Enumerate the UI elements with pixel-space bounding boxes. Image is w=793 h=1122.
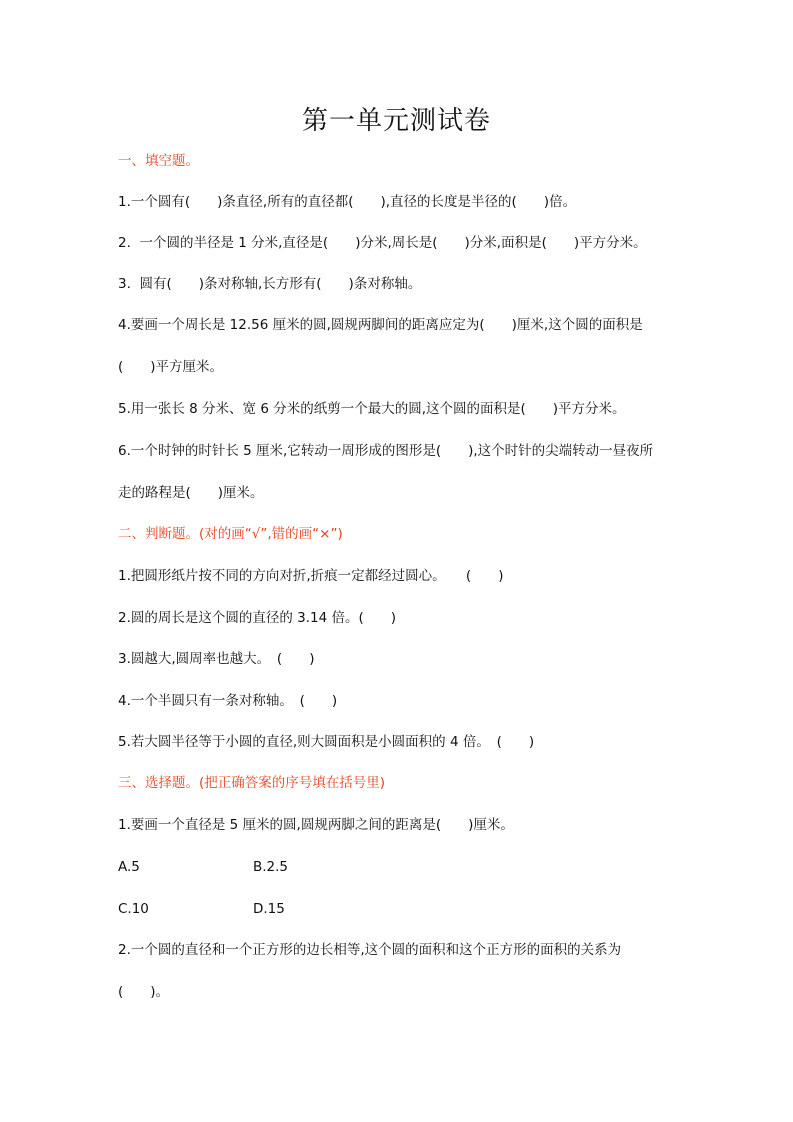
question-text: 6.一个时钟的时针长 5 厘米,它转动一周形成的图形是( ),这个时针的尖端转动一昼夜所 bbox=[118, 443, 654, 459]
section-heading-true-false: 二、判断题。(对的画“√”,错的画“×”) bbox=[118, 526, 343, 542]
question-text: 4.一个半圆只有一条对称轴。 ( ) bbox=[118, 693, 338, 709]
question-text: 3. 圆有( )条对称轴,长方形有( )条对称轴。 bbox=[118, 276, 422, 292]
question-text: 2. 一个圆的半径是 1 分米,直径是( )分米,周长是( )分米,面积是( )平方分米。 bbox=[118, 235, 647, 251]
question-text: 5.若大圆半径等于小圆的直径,则大圆面积是小圆面积的 4 倍。 ( ) bbox=[118, 734, 535, 750]
option-a: A.5 bbox=[118, 859, 140, 875]
question-text: 走的路程是( )厘米。 bbox=[118, 485, 264, 501]
question-text: 2.一个圆的直径和一个正方形的边长相等,这个圆的面积和这个正方形的面积的关系为 bbox=[118, 942, 622, 958]
question-text: 3.圆越大,圆周率也越大。 ( ) bbox=[118, 651, 315, 667]
question-text: 1.把圆形纸片按不同的方向对折,折痕一定都经过圆心。 ( ) bbox=[118, 568, 504, 584]
question-text: 1.要画一个直径是 5 厘米的圆,圆规两脚之间的距离是( )厘米。 bbox=[118, 817, 514, 833]
question-text: ( )平方厘米。 bbox=[118, 359, 224, 375]
option-b: B.2.5 bbox=[253, 859, 289, 875]
section-heading-multiple-choice: 三、选择题。(把正确答案的序号填在括号里) bbox=[118, 775, 386, 791]
question-text: 1.一个圆有( )条直径,所有的直径都( ),直径的长度是半径的( )倍。 bbox=[118, 194, 577, 210]
section-heading-fill-blank: 一、填空题。 bbox=[118, 153, 199, 169]
question-text: ( )。 bbox=[118, 984, 170, 1000]
question-text: 4.要画一个周长是 12.56 厘米的圆,圆规两脚间的距离应定为( )厘米,这个圆的面积是 bbox=[118, 317, 643, 333]
page-title: 第一单元测试卷 bbox=[301, 106, 491, 136]
question-text: 5.用一张长 8 分米、宽 6 分米的纸剪一个最大的圆,这个圆的面积是( )平方分米。 bbox=[118, 401, 626, 417]
question-text: 2.圆的周长是这个圆的直径的 3.14 倍。( ) bbox=[118, 610, 397, 626]
option-c: C.10 bbox=[118, 901, 149, 917]
option-d: D.15 bbox=[253, 901, 285, 917]
